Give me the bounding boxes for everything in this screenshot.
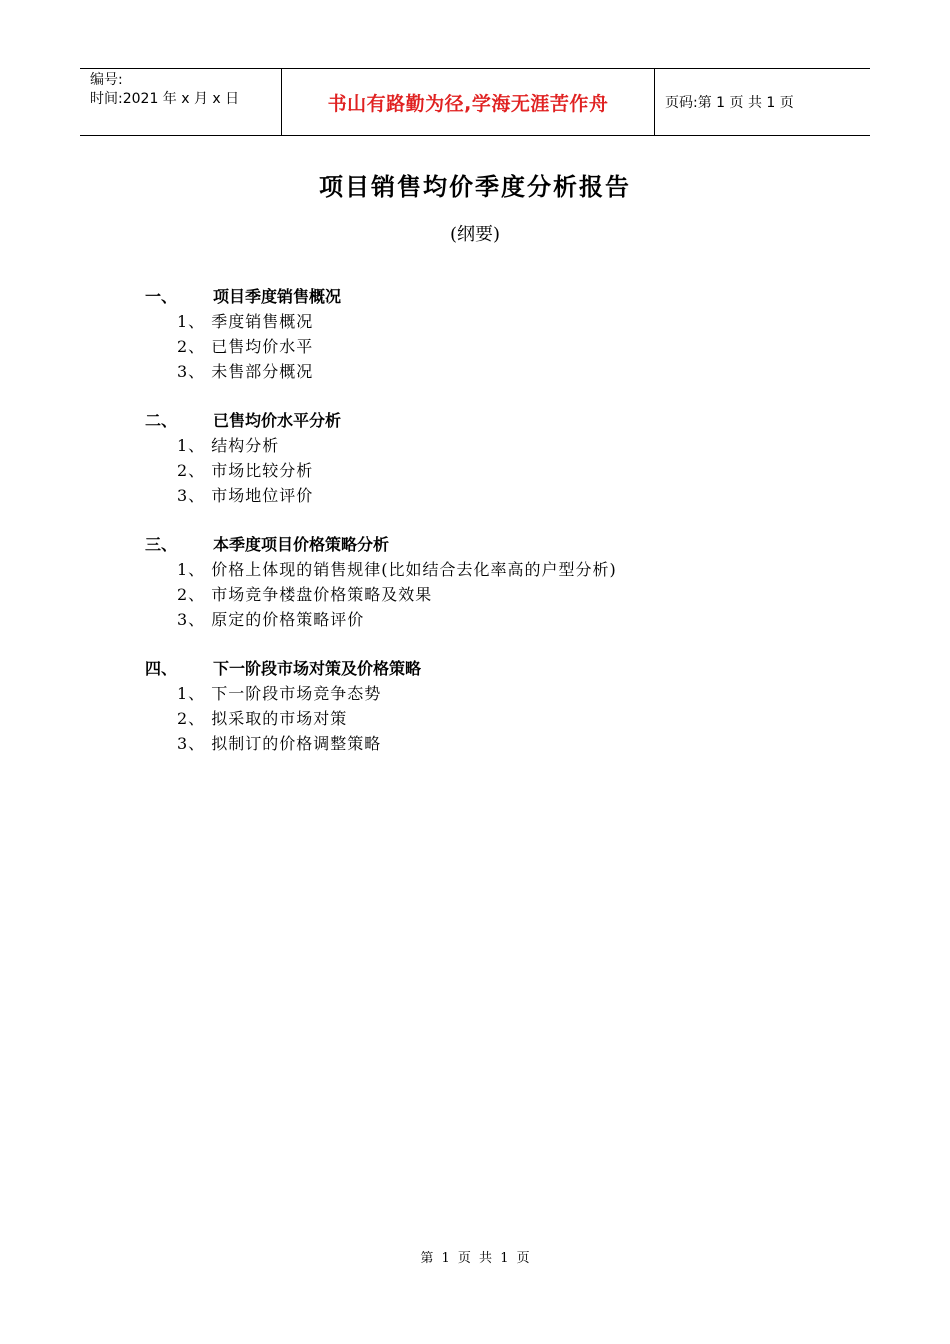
outline-item: 1、 价格上体现的销售规律(比如结合去化率高的户型分析) xyxy=(177,560,617,579)
outline-section xyxy=(145,656,845,756)
header-motto: 书山有路勤为径,学海无涯苦作舟 xyxy=(327,92,609,115)
section-title: 已售均价水平分析 xyxy=(213,411,342,430)
section-number: 三、 xyxy=(145,535,178,554)
header-motto-cell xyxy=(282,69,655,135)
section-title: 下一阶段市场对策及价格策略 xyxy=(213,659,422,678)
outline-item: 1、 季度销售概况 xyxy=(177,312,314,331)
section-heading xyxy=(145,408,845,433)
section-number: 四、 xyxy=(145,659,178,678)
section-heading xyxy=(145,532,845,557)
document-header xyxy=(80,68,870,136)
section-heading xyxy=(145,656,845,681)
outline-item: 3、 未售部分概况 xyxy=(177,362,314,381)
section-title: 项目季度销售概况 xyxy=(213,287,342,306)
section-title: 本季度项目价格策略分析 xyxy=(213,535,390,554)
outline-section xyxy=(145,532,845,632)
outline-section xyxy=(145,408,845,508)
outline-section xyxy=(145,284,845,384)
document-subtitle: (纲要) xyxy=(449,224,501,245)
outline-item: 3、 市场地位评价 xyxy=(177,486,314,505)
section-number: 二、 xyxy=(145,411,178,430)
outline-item: 2、 市场比较分析 xyxy=(177,461,314,480)
outline-item: 2、 拟采取的市场对策 xyxy=(177,709,348,728)
header-meta-cell xyxy=(80,69,282,135)
header-page-info: 页码:第 1 页 共 1 页 xyxy=(665,95,794,111)
outline-item: 3、 原定的价格策略评价 xyxy=(177,610,365,629)
document-title: 项目销售均价季度分析报告 xyxy=(319,173,631,201)
section-number: 一、 xyxy=(145,287,178,306)
outline-item: 2、 已售均价水平 xyxy=(177,337,314,356)
section-heading xyxy=(145,284,845,309)
document-date-label: 时间:2021 年 x 月 x 日 xyxy=(90,91,240,107)
outline-item: 3、 拟制订的价格调整策略 xyxy=(177,734,382,753)
outline xyxy=(145,284,845,780)
header-page-cell xyxy=(655,69,870,135)
document-number-label: 编号: xyxy=(90,72,123,88)
outline-item: 2、 市场竞争楼盘价格策略及效果 xyxy=(177,585,433,604)
outline-item: 1、 结构分析 xyxy=(177,436,280,455)
outline-item: 1、 下一阶段市场竞争态势 xyxy=(177,684,382,703)
page-footer: 第 1 页 共 1 页 xyxy=(420,1251,530,1266)
